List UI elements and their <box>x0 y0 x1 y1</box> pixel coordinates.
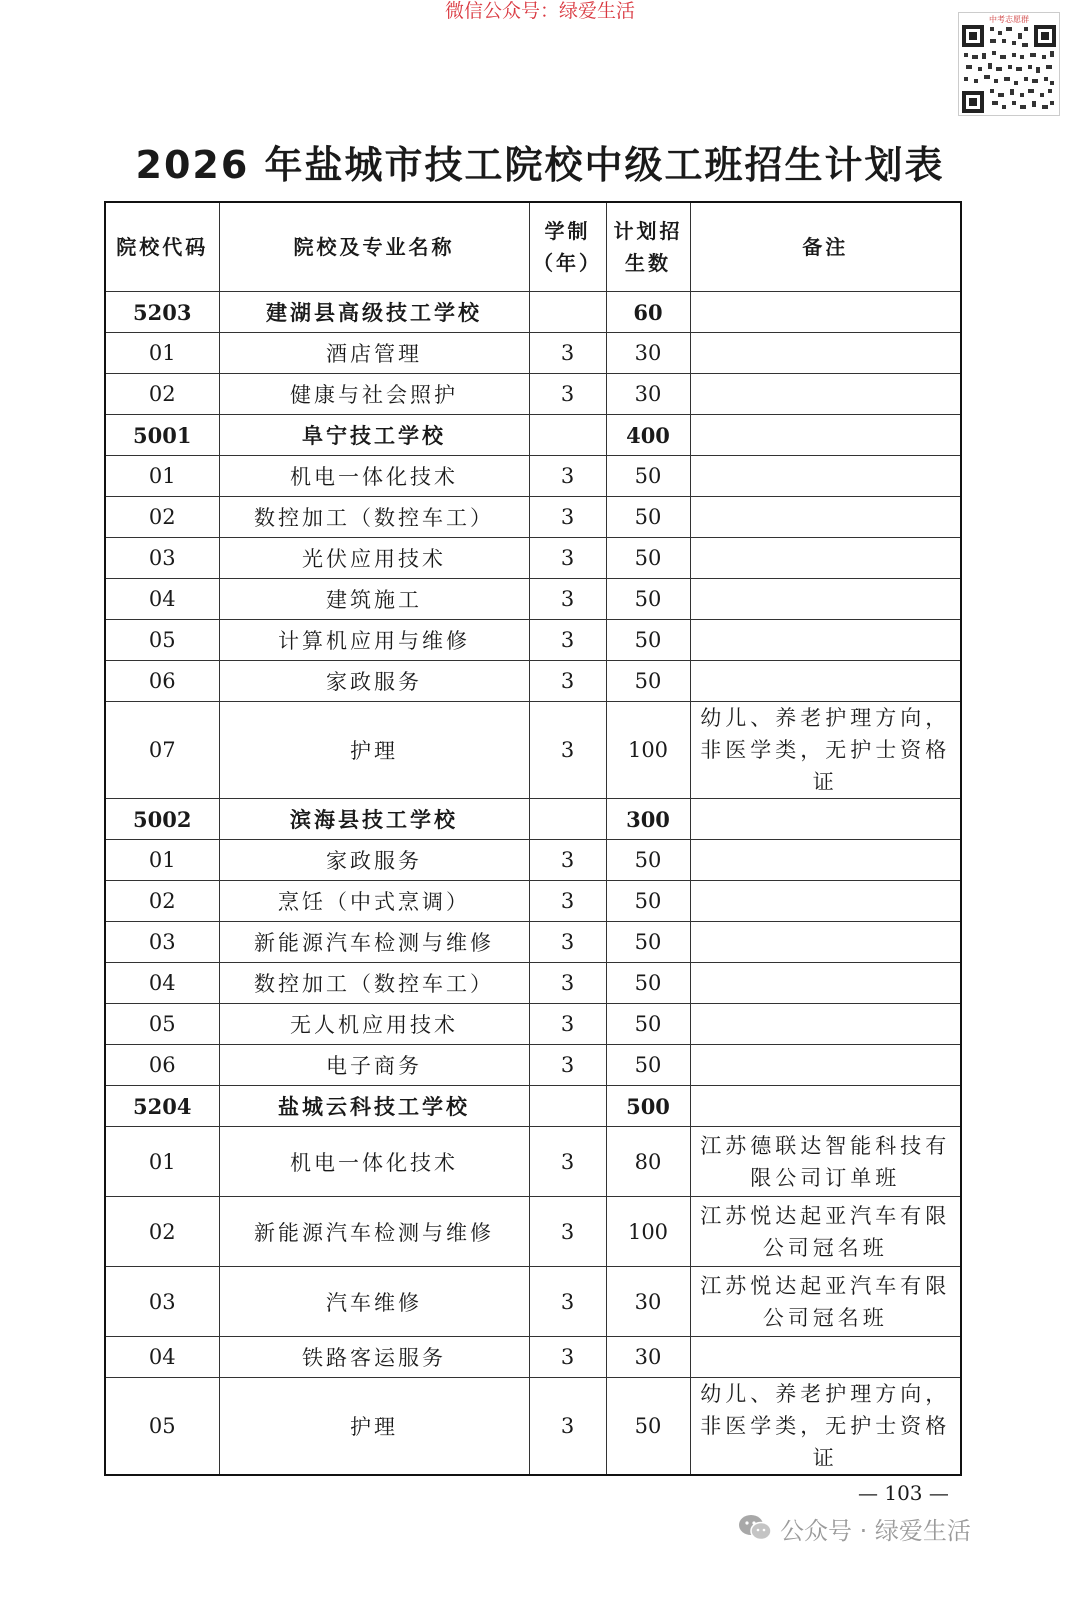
major-note <box>690 1127 961 1197</box>
major-count: 50 <box>606 1004 690 1045</box>
bottom-brand <box>738 1508 971 1548</box>
major-name: 汽车维修 <box>219 1267 529 1337</box>
major-years: 3 <box>529 702 606 799</box>
major-row <box>105 620 961 661</box>
header-plan-line2: 生数 <box>625 251 671 275</box>
major-years: 3 <box>529 374 606 415</box>
major-count: 30 <box>606 1267 690 1337</box>
major-years: 3 <box>529 538 606 579</box>
major-row <box>105 1045 961 1086</box>
major-count: 50 <box>606 963 690 1004</box>
major-count: 50 <box>606 1045 690 1086</box>
major-code: 01 <box>105 840 219 881</box>
major-code: 07 <box>105 702 219 799</box>
major-name: 新能源汽车检测与维修 <box>219 922 529 963</box>
major-note <box>690 661 961 702</box>
major-years: 3 <box>529 963 606 1004</box>
school-code: 5204 <box>105 1086 219 1127</box>
major-count: 50 <box>606 1378 690 1476</box>
school-code: 5002 <box>105 799 219 840</box>
major-years: 3 <box>529 661 606 702</box>
school-name: 阜宁技工学校 <box>219 415 529 456</box>
school-note <box>690 415 961 456</box>
major-years: 3 <box>529 1004 606 1045</box>
top-watermark: 微信公众号：绿爱生活 <box>444 0 635 22</box>
major-row <box>105 374 961 415</box>
major-note <box>690 1267 961 1337</box>
major-years: 3 <box>529 1378 606 1476</box>
qr-code-icon <box>962 25 1056 113</box>
major-note <box>690 922 961 963</box>
major-name: 护理 <box>219 1378 529 1476</box>
major-count: 50 <box>606 538 690 579</box>
major-note-line: 非医学类，无护士资格证 <box>700 1414 951 1470</box>
major-name: 酒店管理 <box>219 333 529 374</box>
header-years <box>529 202 606 292</box>
major-name: 家政服务 <box>219 661 529 702</box>
major-note-line: 江苏悦达起亚汽车有限 <box>700 1203 951 1228</box>
major-note <box>690 840 961 881</box>
major-note <box>690 497 961 538</box>
major-years: 3 <box>529 456 606 497</box>
school-years <box>529 1086 606 1127</box>
major-name: 建筑施工 <box>219 579 529 620</box>
major-name: 铁路客运服务 <box>219 1337 529 1378</box>
major-years: 3 <box>529 620 606 661</box>
major-note-line: 江苏悦达起亚汽车有限 <box>700 1273 951 1298</box>
major-name: 烹饪（中式烹调） <box>219 881 529 922</box>
header-plan <box>606 202 690 292</box>
major-note <box>690 374 961 415</box>
major-years: 3 <box>529 922 606 963</box>
major-code: 01 <box>105 333 219 374</box>
header-plan-line1: 计划招 <box>613 219 683 243</box>
header-years-line1: 学制 <box>544 219 591 243</box>
school-total: 60 <box>606 292 690 333</box>
major-code: 03 <box>105 922 219 963</box>
bottom-brand-text: 公众号 · 绿爱生活 <box>780 1516 971 1545</box>
school-note <box>690 1086 961 1127</box>
major-row <box>105 1378 961 1476</box>
major-code: 03 <box>105 538 219 579</box>
major-years: 3 <box>529 1045 606 1086</box>
major-row <box>105 538 961 579</box>
major-count: 30 <box>606 1337 690 1378</box>
major-code: 05 <box>105 620 219 661</box>
major-note-line: 非医学类，无护士资格证 <box>700 738 951 794</box>
major-note <box>690 963 961 1004</box>
major-code: 05 <box>105 1004 219 1045</box>
major-count: 80 <box>606 1127 690 1197</box>
wechat-icon <box>738 1514 772 1542</box>
major-count: 50 <box>606 497 690 538</box>
major-note <box>690 1337 961 1378</box>
major-name: 电子商务 <box>219 1045 529 1086</box>
major-row <box>105 702 961 799</box>
major-name: 护理 <box>219 702 529 799</box>
major-years: 3 <box>529 840 606 881</box>
major-code: 01 <box>105 1127 219 1197</box>
major-name: 计算机应用与维修 <box>219 620 529 661</box>
major-row <box>105 497 961 538</box>
major-count: 50 <box>606 579 690 620</box>
major-name: 无人机应用技术 <box>219 1004 529 1045</box>
major-row <box>105 1197 961 1267</box>
major-note-line: 公司冠名班 <box>762 1305 888 1330</box>
major-count: 30 <box>606 333 690 374</box>
major-name: 机电一体化技术 <box>219 1127 529 1197</box>
major-row <box>105 333 961 374</box>
major-code: 03 <box>105 1267 219 1337</box>
major-note <box>690 881 961 922</box>
major-name: 家政服务 <box>219 840 529 881</box>
major-count: 50 <box>606 456 690 497</box>
major-code: 02 <box>105 497 219 538</box>
major-count: 50 <box>606 922 690 963</box>
major-years: 3 <box>529 333 606 374</box>
major-note-line: 幼儿、养老护理方向， <box>700 1382 951 1406</box>
school-row <box>105 292 961 333</box>
page-number: — 103 — <box>858 1481 949 1505</box>
major-note <box>690 1378 961 1476</box>
major-code: 01 <box>105 456 219 497</box>
major-name: 数控加工（数控车工） <box>219 963 529 1004</box>
major-note <box>690 1045 961 1086</box>
major-name: 数控加工（数控车工） <box>219 497 529 538</box>
major-count: 50 <box>606 881 690 922</box>
major-note <box>690 702 961 799</box>
school-years <box>529 415 606 456</box>
major-code: 05 <box>105 1378 219 1476</box>
school-name: 盐城云科技工学校 <box>219 1086 529 1127</box>
major-note-line: 江苏德联达智能科技有 <box>700 1133 951 1158</box>
major-row <box>105 881 961 922</box>
header-years-line2: （年） <box>533 251 602 275</box>
major-count: 50 <box>606 840 690 881</box>
major-years: 3 <box>529 497 606 538</box>
school-years <box>529 292 606 333</box>
school-total: 300 <box>606 799 690 840</box>
major-name: 光伏应用技术 <box>219 538 529 579</box>
school-name: 滨海县技工学校 <box>219 799 529 840</box>
major-row <box>105 1127 961 1197</box>
school-total: 400 <box>606 415 690 456</box>
school-note <box>690 799 961 840</box>
qr-code <box>958 12 1060 116</box>
header-code: 院校代码 <box>105 202 219 292</box>
major-row <box>105 456 961 497</box>
school-row <box>105 1086 961 1127</box>
major-note <box>690 1004 961 1045</box>
major-years: 3 <box>529 579 606 620</box>
major-note <box>690 620 961 661</box>
major-code: 06 <box>105 661 219 702</box>
major-row <box>105 922 961 963</box>
major-years: 3 <box>529 1127 606 1197</box>
school-note <box>690 292 961 333</box>
major-row <box>105 1267 961 1337</box>
enrollment-plan-table <box>104 201 962 1476</box>
school-name: 建湖县高级技工学校 <box>219 292 529 333</box>
major-years: 3 <box>529 1267 606 1337</box>
major-name: 健康与社会照护 <box>219 374 529 415</box>
school-total: 500 <box>606 1086 690 1127</box>
major-note-line: 公司冠名班 <box>762 1235 888 1260</box>
qr-label: 中考志愿群 <box>989 15 1029 24</box>
major-count: 50 <box>606 661 690 702</box>
major-code: 06 <box>105 1045 219 1086</box>
major-code: 04 <box>105 579 219 620</box>
major-years: 3 <box>529 881 606 922</box>
major-code: 04 <box>105 1337 219 1378</box>
page-title: 2026 年盐城市技工院校中级工班招生计划表 <box>135 143 945 187</box>
major-count: 50 <box>606 620 690 661</box>
major-note-line: 限公司订单班 <box>750 1165 901 1190</box>
major-row <box>105 1004 961 1045</box>
major-years: 3 <box>529 1337 606 1378</box>
major-count: 30 <box>606 374 690 415</box>
school-code: 5001 <box>105 415 219 456</box>
major-row <box>105 661 961 702</box>
major-note-line: 幼儿、养老护理方向， <box>700 706 951 730</box>
school-years <box>529 799 606 840</box>
major-years: 3 <box>529 1197 606 1267</box>
header-name: 院校及专业名称 <box>219 202 529 292</box>
major-row <box>105 840 961 881</box>
header-note: 备注 <box>690 202 961 292</box>
major-row <box>105 579 961 620</box>
major-code: 02 <box>105 881 219 922</box>
major-name: 机电一体化技术 <box>219 456 529 497</box>
major-note <box>690 456 961 497</box>
school-row <box>105 799 961 840</box>
major-note <box>690 538 961 579</box>
major-row <box>105 1337 961 1378</box>
major-count: 100 <box>606 1197 690 1267</box>
school-code: 5203 <box>105 292 219 333</box>
major-row <box>105 963 961 1004</box>
major-count: 100 <box>606 702 690 799</box>
major-code: 04 <box>105 963 219 1004</box>
major-code: 02 <box>105 374 219 415</box>
major-note <box>690 333 961 374</box>
major-note <box>690 579 961 620</box>
school-row <box>105 415 961 456</box>
table-header-row <box>105 202 961 292</box>
major-note <box>690 1197 961 1267</box>
major-name: 新能源汽车检测与维修 <box>219 1197 529 1267</box>
major-code: 02 <box>105 1197 219 1267</box>
